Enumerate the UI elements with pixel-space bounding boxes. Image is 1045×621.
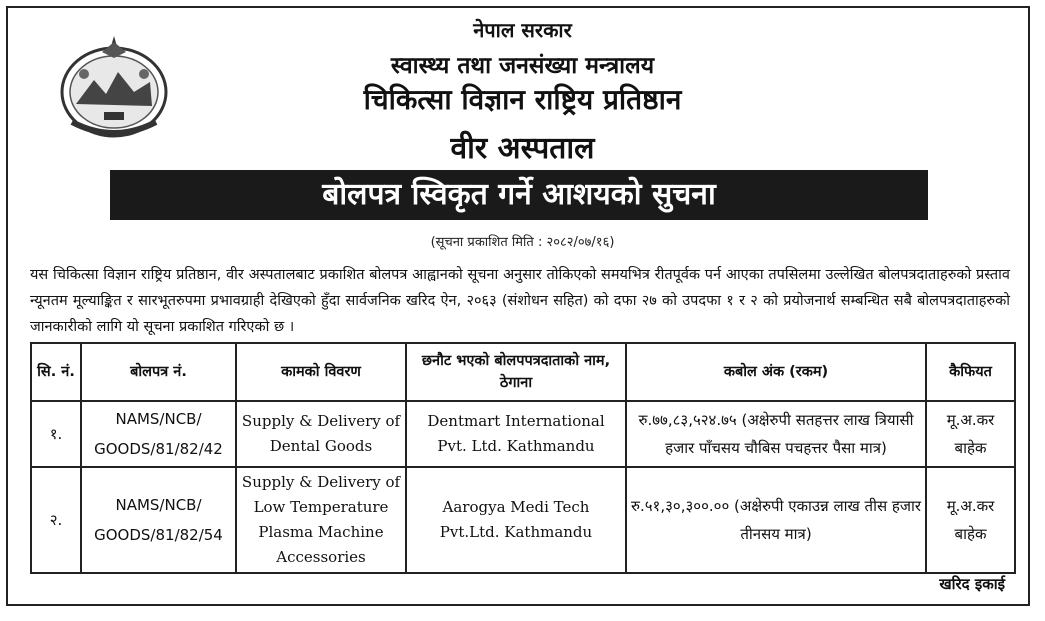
hospital-title: वीर अस्पताल [450, 131, 595, 166]
bid-table [30, 342, 1016, 574]
row-remarks: मू.अ.कर बाहेक [926, 401, 1015, 467]
table-row [31, 467, 1015, 573]
row-description: Supply & Delivery of Low Temperature Plasma Machine Accessories [236, 467, 406, 573]
academy-title: चिकित्सा विज्ञान राष्ट्रिय प्रतिष्ठान [363, 83, 682, 116]
row-bidder: Dentmart International Pvt. Ltd. Kathmandu [406, 401, 626, 467]
row-bid-no: NAMS/NCB/ GOODS/81/82/54 [81, 467, 236, 573]
row-bidder: Aarogya Medi Tech Pvt.Ltd. Kathmandu [406, 467, 626, 573]
header-bidder: छनौट भएको बोलपपत्रदाताको नाम, ठेगाना [406, 343, 626, 401]
notice-banner-title: बोलपत्र स्विकृत गर्ने आशयको सुचना [110, 170, 928, 220]
header-bid-no: बोलपत्र नं. [81, 343, 236, 401]
row-bid-no: NAMS/NCB/ GOODS/81/82/42 [81, 401, 236, 467]
header-remarks: कैफियत [926, 343, 1015, 401]
notice-paragraph: यस चिकित्सा विज्ञान राष्ट्रिय प्रतिष्ठान, वीर अस्पतालबाट प्रकाशित बोलपत्र आह्वानको सूचना अनुसार तोकिएको समयभित्र रीतपूर्वक पर्न आएका तपसिलमा उल्लेखित बोलपत्रदाताहरुको प्रस्ताव न्यूनतम मूल्याङ्कित र सारभूतरुपमा प्रभावग्राही देखिएको हुँदा सार्वजनिक खरिद ऐन, २०६३ (संशोधन सहित) को दफा २७ को उपदफा १ र २ को प्रयोजनार्थ सम्बन्धित सबै बोलपत्रदाताहरुको जानकारीको लागि यो सूचना प्रकाशित गरिएको छ । [30, 267, 1010, 335]
row-sn: २. [31, 467, 81, 573]
row-description: Supply & Delivery of Dental Goods [236, 401, 406, 467]
publish-date: (सूचना प्रकाशित मिति : २०८२/०७/१६) [430, 235, 615, 250]
row-amount: रु.७७,८३,५२४.७५ (अक्षेरुपी सतहत्तर लाख त्रियासी हजार पाँचसय चौबिस पचहत्तर पैसा मात्र) [626, 401, 926, 467]
table-header-row [31, 343, 1015, 401]
header-sn: सि. नं. [31, 343, 81, 401]
table-row [31, 401, 1015, 467]
row-amount: रु.५१,३०,३००.०० (अक्षेरुपी एकाउन्न लाख तीस हजार तीनसय मात्र) [626, 467, 926, 573]
ministry-title: स्वास्थ्य तथा जनसंख्या मन्त्रालय [390, 53, 655, 79]
government-title: नेपाल सरकार [473, 18, 572, 42]
purchase-unit-signature: खरिद इकाई [939, 575, 1005, 593]
header-description: कामको विवरण [236, 343, 406, 401]
row-sn: १. [31, 401, 81, 467]
header-amount: कबोल अंक (रकम) [626, 343, 926, 401]
row-remarks: मू.अ.कर बाहेक [926, 467, 1015, 573]
